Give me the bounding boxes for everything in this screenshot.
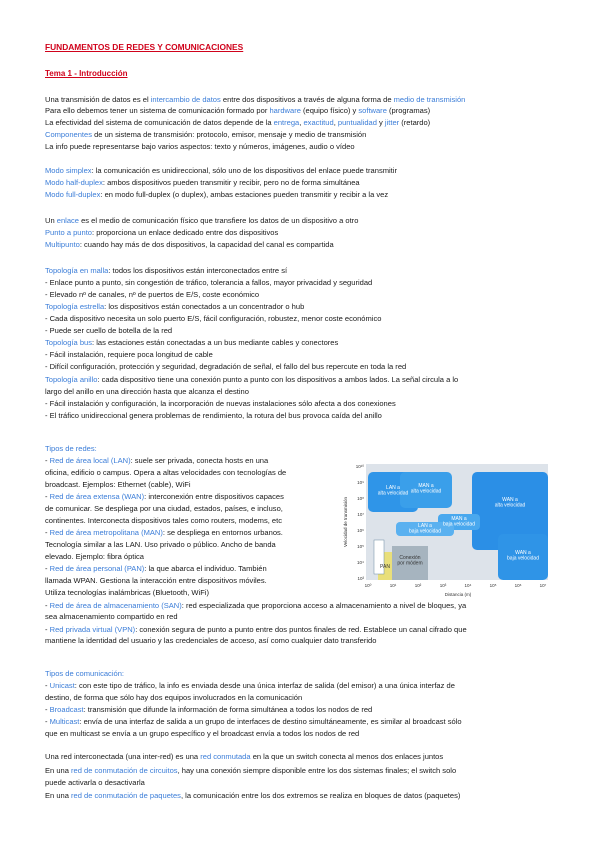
chart-region-label: WAN a [515,550,531,556]
body-text: largo del anillo en una dirección hasta que alcanza el destino [45,387,249,396]
body-text: de un sistema de transmisión: protocolo, emisor, mensaje y medio de transmisión [92,130,367,139]
body-text: : conexión segura de punto a punto entre dos puntos finales de red. Establece un canal cifrado que [135,625,467,634]
text-line [45,528,283,537]
body-text: puede activarla o desactivarla [45,778,145,787]
text-line [45,540,276,549]
text-line [45,278,372,287]
highlighted-term: Topología bus [45,338,92,347]
highlighted-term: Componentes [45,130,92,139]
chart-y-tick: 10³ [357,576,364,581]
chart-x-tick: 10² [414,583,422,588]
chart-region-label: MAN a [451,516,467,522]
body-text: Tecnología similar a las LAN. Uso privado o público. Ancho de banda [45,540,276,549]
highlighted-term: intercambio de datos [150,95,221,104]
text-line [45,240,334,249]
highlighted-term: Modo half-duplex [45,178,103,187]
text-line [45,399,396,408]
body-text: - Puede ser cuello de botella de la red [45,326,173,335]
chart-region-label: LAN a [418,523,432,529]
body-text: Una red interconectada (una inter-red) es una [45,752,201,761]
body-text: - El tráfico unidireccional genera problemas de rendimiento, la rotura del bus provoca caída del anillo [45,411,382,420]
highlighted-term: Modo full-duplex [45,190,101,199]
text-line [45,729,359,738]
chart-region-label: WAN a [502,497,518,503]
chart-y-axis-label: Velocidad de transmisión [343,496,348,548]
body-text: Utiliza tecnologías inalámbricas (Bluetooth, WiFi) [45,588,209,597]
body-text: (retardo) [399,118,431,127]
text-line [45,791,460,800]
text-line [45,705,372,714]
highlighted-term: red conmutada [200,752,251,761]
body-text: : la comunicación es unidireccional, sólo uno de los dispositivos del enlace puede transmitir [91,166,397,175]
heading-text: Tema 1 - Introducción [45,69,128,78]
highlighted-term: Tipos de comunicación: [45,669,125,678]
highlighted-term: jitter [384,118,400,127]
chart-y-tick: 10⁶ [357,528,364,533]
highlighted-term: Tipos de redes: [45,444,97,453]
body-text: broadcast. Ejemplos: Ethernet (cable), WiFi [45,480,191,489]
chart-x-tick: 10³ [439,583,447,588]
body-text: : los dispositivos están conectados a un concentrador o hub [104,302,305,311]
chart-region-label: baja velocidad [507,555,539,562]
body-text: : transmisión que difunde la información de forma simultánea a todos los nodos de red [83,705,373,714]
body-text: , [333,118,338,127]
body-text: : todos los dispositivos están interconectados entre sí [108,266,288,275]
body-text: : cuando hay más de dos dispositivos, la capacidad del canal es compartida [79,240,334,249]
chart-y-tick: 10⁸ [357,496,364,501]
body-text: : las estaciones están conectadas a un bus mediante cables y conectores [92,338,339,347]
highlighted-term: Topología en malla [45,266,109,275]
body-text: elevado. Ejemplo: fibra óptica [45,552,145,561]
chart-region-label: LAN a [386,485,400,491]
body-text: : red especializada que proporciona acceso a almacenamiento a nivel de bloques, ya [181,601,467,610]
highlighted-term: red de conmutación de paquetes [71,791,181,800]
highlighted-term: red de conmutación de circuitos [71,766,178,775]
text-line [45,326,172,335]
text-line [45,516,282,525]
body-text: - [45,717,50,726]
body-text: (equipo físico) y [300,106,359,115]
highlighted-term: Multipunto [45,240,80,249]
text-line [45,492,284,501]
body-text: - [45,456,50,465]
highlighted-term: software [358,106,387,115]
chart-y-tick: 10⁹ [357,480,364,485]
chart-x-tick: 10⁴ [464,583,472,588]
text-line [45,178,360,187]
text-line [45,612,178,621]
body-text: : la que abarca el individuo. También [144,564,267,573]
chart-region-label: Conexión [399,555,421,561]
heading-text: FUNDAMENTOS DE REDES Y COMUNICACIONES [45,42,244,52]
chart-x-tick: 10⁷ [539,583,547,588]
text-line [45,669,124,678]
body-text: - Difícil configuración, protección y seguridad, degradación de señal, el fallo del bus repercute en toda la red [45,362,407,371]
body-text: La info puede representarse bajo varios aspectos: texto y números, imágenes, audio o vídeo [45,142,355,151]
body-text: - [45,528,50,537]
body-text: - Fácil instalación, requiere poca longitud de cable [45,350,213,359]
chart-y-tick: 10¹⁰ [355,464,364,469]
body-text: Para ello debemos tener un sistema de comunicación formado por [45,106,270,115]
body-text: mantiene la identidad del usuario y las credenciales de acceso, así como cualquier dato transferido [45,636,377,645]
highlighted-term: Red de área personal (PAN) [49,564,145,573]
highlighted-term: Topología estrella [45,302,105,311]
body-text: , [299,118,304,127]
chart-y-tick: 10⁵ [357,544,364,549]
text-line [45,228,278,237]
body-text: : cada dispositivo tiene una conexión punto a punto con los dispositivos a ambos lados. La señal circula a lo [97,375,459,384]
chart-y-tick: 10⁷ [357,512,364,517]
text-line [45,625,467,634]
highlighted-term: Multicast [49,717,80,726]
body-text: En una [45,766,72,775]
body-text: entre dos dispositivos a través de alguna forma de [220,95,394,104]
body-text: es el medio de comunicación físico que transfiere los datos de un dispositivo a otro [79,216,359,225]
text-line [45,681,455,690]
text-line [45,166,397,175]
chart-region-label: por módem [397,560,423,567]
text-line [45,588,209,597]
chart-region-label: baja velocidad [443,521,475,528]
text-line [45,468,286,477]
chart-x-tick: 10⁰ [364,583,372,588]
body-text: - Fácil instalación y configuración, la incorporación de nuevas instalaciones sólo afecta a dos conexiones [45,399,396,408]
body-text: en la que un switch conecta al menos dos enlaces juntos [250,752,444,761]
text-line [45,480,191,489]
body-text: Un [45,216,57,225]
text-line [45,290,259,299]
chart-region-label: alta velocidad [494,502,526,509]
body-text: sea almacenamiento compartido en red [45,612,178,621]
highlighted-term: Topología anillo [45,375,98,384]
body-text: : envía de una interfaz de salida a un grupo de interfaces de destino simultáneamente, es similar al broadcast sólo [79,717,462,726]
text-line [45,43,243,52]
text-line [45,576,267,585]
text-line [45,456,268,465]
text-line [45,636,376,645]
chart-region-label: PAN [380,564,390,570]
body-text: : con este tipo de tráfico, la info es enviada desde una única interfaz de salida (del emisor) a una única interfaz de [74,681,455,690]
body-text: Una transmisión de datos es el [45,95,151,104]
highlighted-term: hardware [269,106,301,115]
text-line [45,693,302,702]
text-line [45,504,283,513]
highlighted-term: puntualidad [337,118,377,127]
chart-x-axis-label: Distancia (m) [444,592,472,597]
text-line [45,601,466,610]
text-line [45,778,145,787]
chart-region-label: alta velocidad [377,490,409,497]
text-line [45,766,456,775]
text-line [45,411,382,420]
body-text: - [45,492,50,501]
text-line [45,717,462,726]
text-line [45,375,458,384]
highlighted-term: Broadcast [49,705,84,714]
highlighted-term: Red de área de almacenamiento (SAN) [49,601,182,610]
text-line [45,266,287,275]
chart-region-label: baja velocidad [409,528,441,535]
text-line [45,552,144,561]
highlighted-term: Modo simplex [45,166,92,175]
chart-region-label: MAN a [418,483,434,489]
text-line [45,564,267,573]
body-text: : se despliega en entornos urbanos. [162,528,283,537]
chart-x-tick: 10¹ [389,583,397,588]
body-text: - [45,601,50,610]
body-text: de comunicar. Se despliega por una ciudad, estados, países, e incluso, [45,504,283,513]
text-line [45,130,366,139]
text-line [45,118,430,127]
body-text: - Enlace punto a punto, sin congestión de tráfico, tolerancia a fallos, mayor privacidad y seguridad [45,278,373,287]
body-text: La efectividad del sistema de comunicación de datos depende de la [45,118,274,127]
body-text: oficina, edificio o campus. Opera a altas velocidades con tecnologías de [45,468,287,477]
body-text: - [45,681,50,690]
body-text: - Elevado nº de canales, nº de puertos de E/S, coste económico [45,290,260,299]
body-text: destino, de forma que sólo hay dos equipos involucrados en la comunicación [45,693,303,702]
highlighted-term: entrega [273,118,300,127]
text-line [45,142,355,151]
body-text: que en multicast se envía a un grupo específico y el broadcast envía a todos los nodos de red [45,729,360,738]
chart-x-tick: 10⁵ [489,583,497,588]
highlighted-term: exactitud [303,118,334,127]
text-line [45,314,381,323]
chart-region-label: alta velocidad [410,488,442,495]
text-line [45,69,128,78]
highlighted-term: Punto a punto [45,228,92,237]
body-text: llamada WPAN. Gestiona la interacción entre dispositivos móviles. [45,576,267,585]
highlighted-term: Unicast [49,681,75,690]
body-text: (programas) [386,106,431,115]
body-text: - [45,564,50,573]
body-text: - Cada dispositivo necesita un solo puerto E/S, fácil configuración, robustez, menor coste económico [45,314,382,323]
network-scope-chart [338,456,554,600]
text-line [45,362,406,371]
text-line [45,190,388,199]
body-text: y [376,118,385,127]
text-line [45,350,213,359]
chart-x-tick: 10⁶ [514,583,522,588]
highlighted-term: Red de área extensa (WAN) [49,492,145,501]
text-line [45,387,249,396]
text-line [45,106,430,115]
highlighted-term: Red de área local (LAN) [49,456,131,465]
body-text: : suele ser privada, conecta hosts en una [130,456,269,465]
body-text: : en modo full-duplex (o duplex), ambas estaciones pueden transmitir y recibir a la vez [100,190,389,199]
highlighted-term: Red de área metropolitana (MAN) [49,528,163,537]
body-text: : proporciona un enlace dedicado entre dos dispositivos [92,228,279,237]
body-text: - [45,625,50,634]
body-text: continentes. Interconecta dispositivos tales como routers, modems, etc [45,516,283,525]
text-line [45,95,465,104]
body-text: - [45,705,50,714]
highlighted-term: enlace [56,216,79,225]
text-line [45,302,304,311]
text-line [45,338,338,347]
body-text: : ambos dispositivos pueden transmitir y recibir, pero no de forma simultánea [102,178,360,187]
body-text: , hay una conexión siempre disponible entre los dos sistemas finales; el switch solo [177,766,457,775]
text-line [45,216,358,225]
body-text: , la comunicación entre los dos extremos se realiza en bloques de datos (paquetes) [180,791,461,800]
chart-y-tick: 10⁴ [357,560,364,565]
text-line [45,752,443,761]
highlighted-term: medio de transmisión [393,95,466,104]
highlighted-term: Red privada virtual (VPN) [49,625,136,634]
body-text: : interconexión entre dispositivos capaces [144,492,284,501]
body-text: En una [45,791,72,800]
text-line [45,444,97,453]
